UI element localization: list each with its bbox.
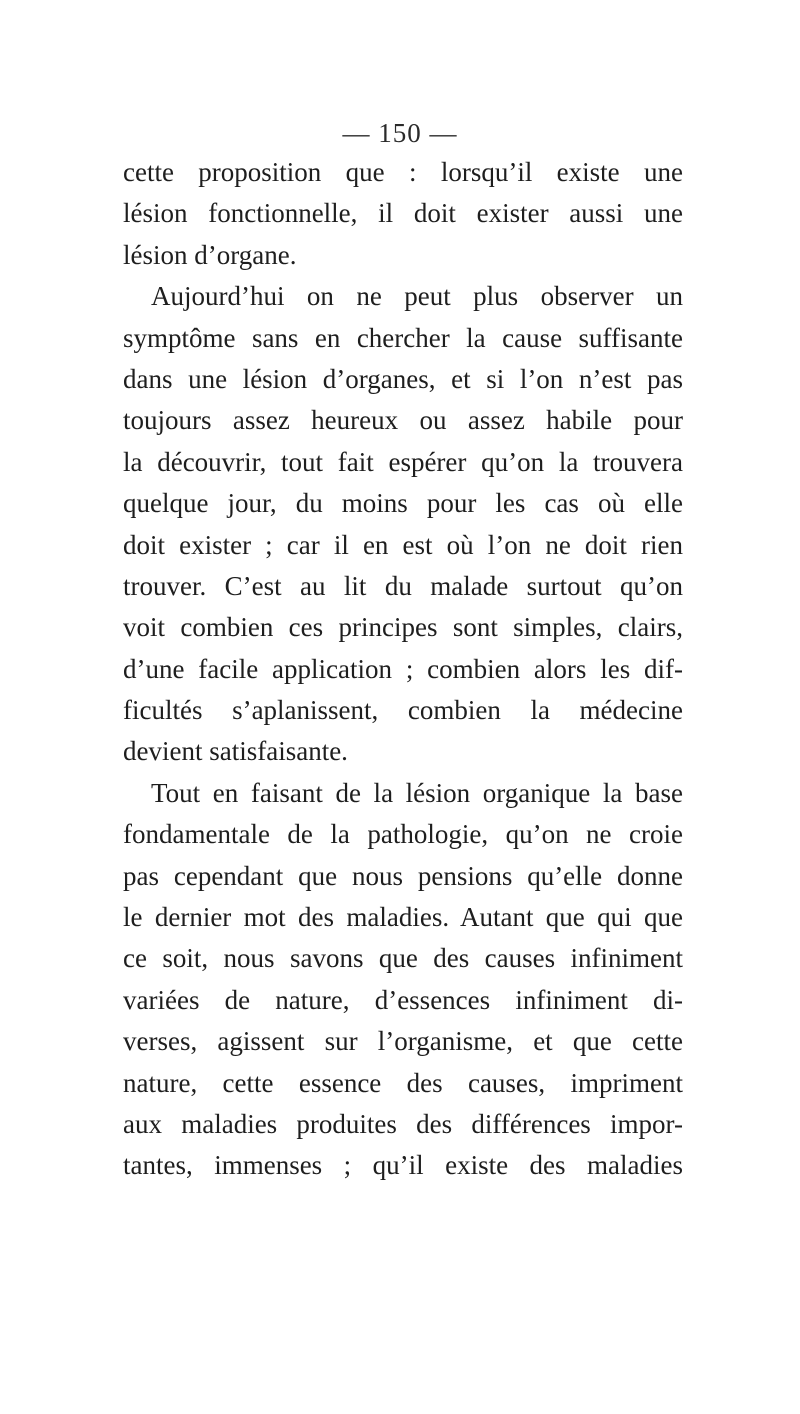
- text-line: tantes, immenses ; qu’il existe des maladies: [123, 1150, 683, 1181]
- text-line: lésion d’organe.: [123, 239, 297, 270]
- text-line: verses, agissent sur l’organisme, et que cette: [123, 1026, 683, 1057]
- text-line: aux maladies produites des différences impor-: [123, 1108, 683, 1139]
- text-line: ficultés s’aplanissent, combien la médecine: [123, 695, 683, 726]
- text-line: Tout en faisant de la lésion organique la base: [151, 777, 683, 808]
- text-line: d’une facile application ; combien alors les dif-: [123, 653, 683, 684]
- text-line: ce soit, nous savons que des causes infiniment: [123, 943, 683, 974]
- text-line: quelque jour, du moins pour les cas où elle: [123, 488, 683, 519]
- text-line: devient satisfaisante.: [123, 736, 348, 767]
- text-line: le dernier mot des maladies. Autant que qui que: [123, 902, 683, 933]
- text-line: symptôme sans en chercher la cause suffisante: [123, 322, 683, 353]
- text-line: Aujourd’hui on ne peut plus observer un: [151, 281, 683, 312]
- text-line: nature, cette essence des causes, impriment: [123, 1067, 683, 1098]
- text-line: lésion fonctionnelle, il doit exister aussi une: [123, 198, 683, 229]
- text-line: cette proposition que : lorsqu’il existe une: [123, 157, 683, 187]
- text-line: doit exister ; car il en est où l’on ne doit rien: [123, 529, 683, 560]
- page-number: — 150 —: [342, 118, 458, 148]
- text-line: dans une lésion d’organes, et si l’on n’est pas: [123, 363, 683, 394]
- text-line: la découvrir, tout fait espérer qu’on la trouvera: [123, 446, 683, 477]
- text-line: fondamentale de la pathologie, qu’on ne croie: [123, 819, 683, 850]
- text-line: variées de nature, d’essences infiniment di-: [123, 984, 683, 1015]
- text-line: pas cependant que nous pensions qu’elle donne: [123, 860, 683, 891]
- text-line: trouver. C’est au lit du malade surtout qu’on: [123, 570, 683, 601]
- text-line: voit combien ces principes sont simples, clairs,: [123, 612, 683, 643]
- body-text: [123, 152, 683, 1187]
- text-line: toujours assez heureux ou assez habile pour: [123, 405, 683, 436]
